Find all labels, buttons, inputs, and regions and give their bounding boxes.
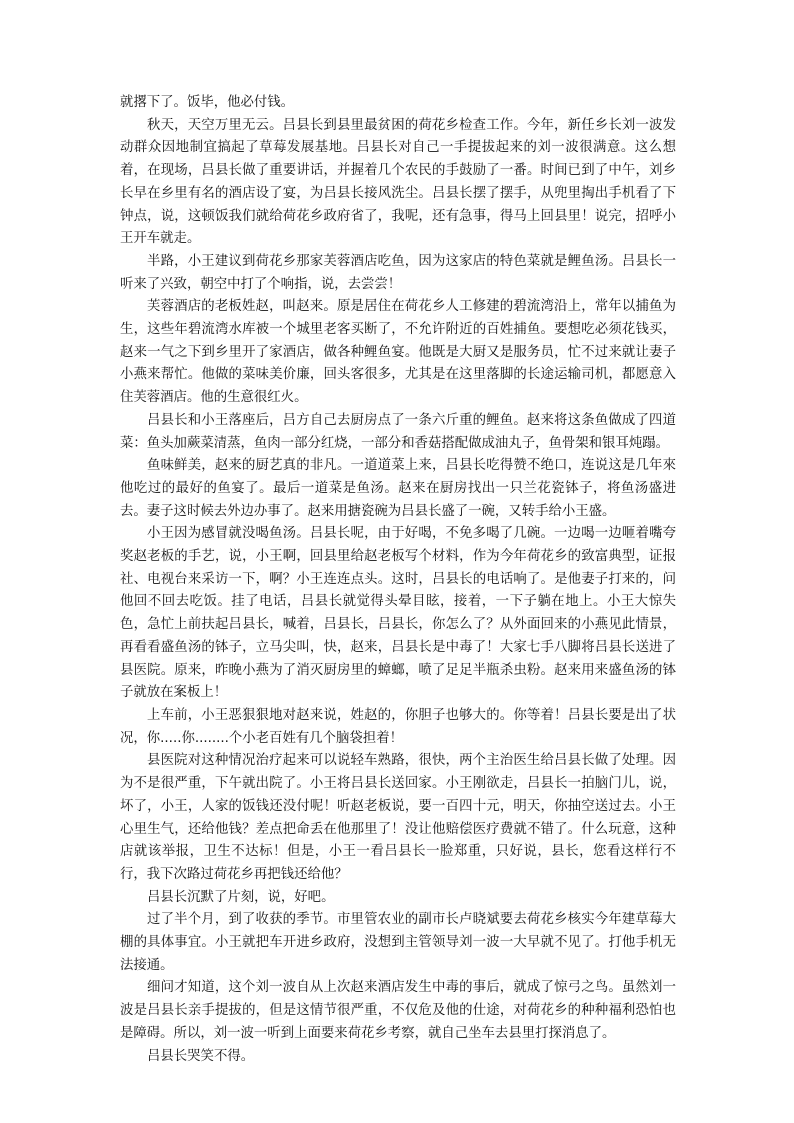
document-page [120, 92, 676, 1068]
paragraph-10: 吕县长沉默了片刻，说，好吧。 [147, 889, 335, 905]
paragraph-9: 县医院对这种情况治疗起来可以说轻车熟路，很快，两个主治医生给吕县长做了处理。因为不是很严重，下午就出院了。小王将吕县长送回家。小王刚欲走，吕县长一拍脑门儿，说，坏了，小王，人家的饭钱还没付呢！听赵老板说，要一百四十元，明天，你抽空送过去。小王心里生气，还给他钱？差点把命丢在他那里了！没让他赔偿医疗费就不错了。什么玩意，这种店就该举报，卫生不达标！但是，小王一看吕县长一脸郑重，只好说，县长，您看这样行不行，我下次路过荷花乡再把钱还给他？ [120, 753, 676, 882]
paragraph-3: 半路，小王建议到荷花乡那家芙蓉酒店吃鱼，因为这家店的特色菜就是鲤鱼汤。吕县长一听来了兴致，朝空中打了个响指，说，去尝尝！ [120, 253, 676, 292]
paragraph-5: 吕县长和小王落座后，吕方自己去厨房点了一条六斤重的鲤鱼。赵来将这条鱼做成了四道菜：鱼头加蕨菜清蒸，鱼肉一部分红烧，一部分和香菇搭配做成油丸子，鱼骨架和银耳炖蹋。 [120, 412, 676, 451]
paragraph-2: 秋天，天空万里无云。吕县长到县里最贫困的荷花乡检查工作。今年，新任乡长刘一波发动群众因地制宜搞起了草莓发展基地。吕县长对自己一手提拔起来的刘一波很满意。这么想着，在现场，吕县长做了重要讲话，并握着几个农民的手鼓励了一番。时间已到了中午，刘乡长早在乡里有名的酒店设了宴，为吕县长接风洗尘。吕县长摆了摆手，从兜里掏出手机看了下钟点，说，这顿饭我们就给荷花乡政府省了，我呢，还有急事，得马上回县里！说完，招呼小王开车就走。 [120, 117, 676, 247]
paragraph-13: 吕县长哭笑不得。 [147, 1048, 255, 1064]
paragraph-11: 过了半个月，到了收获的季节。市里管农业的副市长卢晓斌要去荷花乡核实今年建草莓大棚的具体事宜。小王就把车开进乡政府，没想到主管领导刘一波一大早就不见了。打他手机无法接通。 [120, 912, 676, 973]
paragraph-6: 鱼味鲜美，赵来的厨艺真的非凡。一道道菜上来，吕县长吃得赞不绝口，连说这是几年來他吃过的最好的鱼宴了。最后一道菜是鱼汤。赵来在厨房找出一只兰花瓷钵子，将鱼汤盛进去。妻子这时候去外边办事了。赵来用搪瓷碗为吕县长盛了一碗，又转手给小王盛。 [120, 458, 676, 519]
paragraph-12: 细问才知道，这个刘一波自从上次赵来酒店发生中毒的事后，就成了惊弓之鸟。虽然刘一波是吕县长亲手提拔的，但是这情节很严重，不仅危及他的仕途，对荷花乡的种种福利恐怕也是障碍。所以，刘一波一听到上面要来荷花乡考察，就自己坐车去县里打探消息了。 [120, 980, 676, 1041]
paragraph-8: 上车前，小王恶狠狠地对赵来说，姓赵的，你胆子也够大的。你等着！吕县长要是出了状况，你.....你........个小老百姓有几个脑袋担着！ [120, 707, 676, 746]
paragraph-4: 芙蓉酒店的老板姓赵，叫赵来。原是居住在荷花乡人工修建的碧流湾沿上，常年以捕鱼为生，这些年碧流湾水库被一个城里老客买断了，不允许附近的百姓捕鱼。要想吃必须花钱买，赵来一气之下到乡里开了家酒店，做各种鲤鱼宴。他既是大厨又是服务员，忙不过来就让妻子小燕来帮忙。他做的菜味美价廉，回头客很多，尤其是在这里落脚的长途运输司机，都愿意入住芙蓉酒店。他的生意很红火。 [120, 299, 676, 406]
paragraph-7: 小王因为感冒就没喝鱼汤。吕县长呢，由于好喝，不免多喝了几碗。一边喝一边咂着嘴夸奖赵老板的手艺，说，小王啊，回县里给赵老板写个材料，作为今年荷花乡的致富典型，证报社、电视台来采访一下，啊？小王连连点头。这时，吕县长的电话响了。是他妻子打来的，问他回不回去吃饭。挂了电话，吕县长就觉得头晕目眩，接着，一下子躺在地上。小王大惊失色，急忙上前扶起吕县长，喊着，吕县长，吕县长，你怎么了？从外面回来的小燕见此情景，再看看盛鱼汤的钵子，立马尖叫，快，赵来，吕县长是中毒了！大家七手八脚将吕县长送进了县医院。原来，昨晚小燕为了消灭厨房里的蟑螂，喷了足足半瓶杀虫粉。赵来用来盛鱼汤的钵子就放在案板上！ [120, 526, 676, 701]
paragraph-1: 就撂下了。饭毕，他必付钱。 [120, 95, 295, 110]
